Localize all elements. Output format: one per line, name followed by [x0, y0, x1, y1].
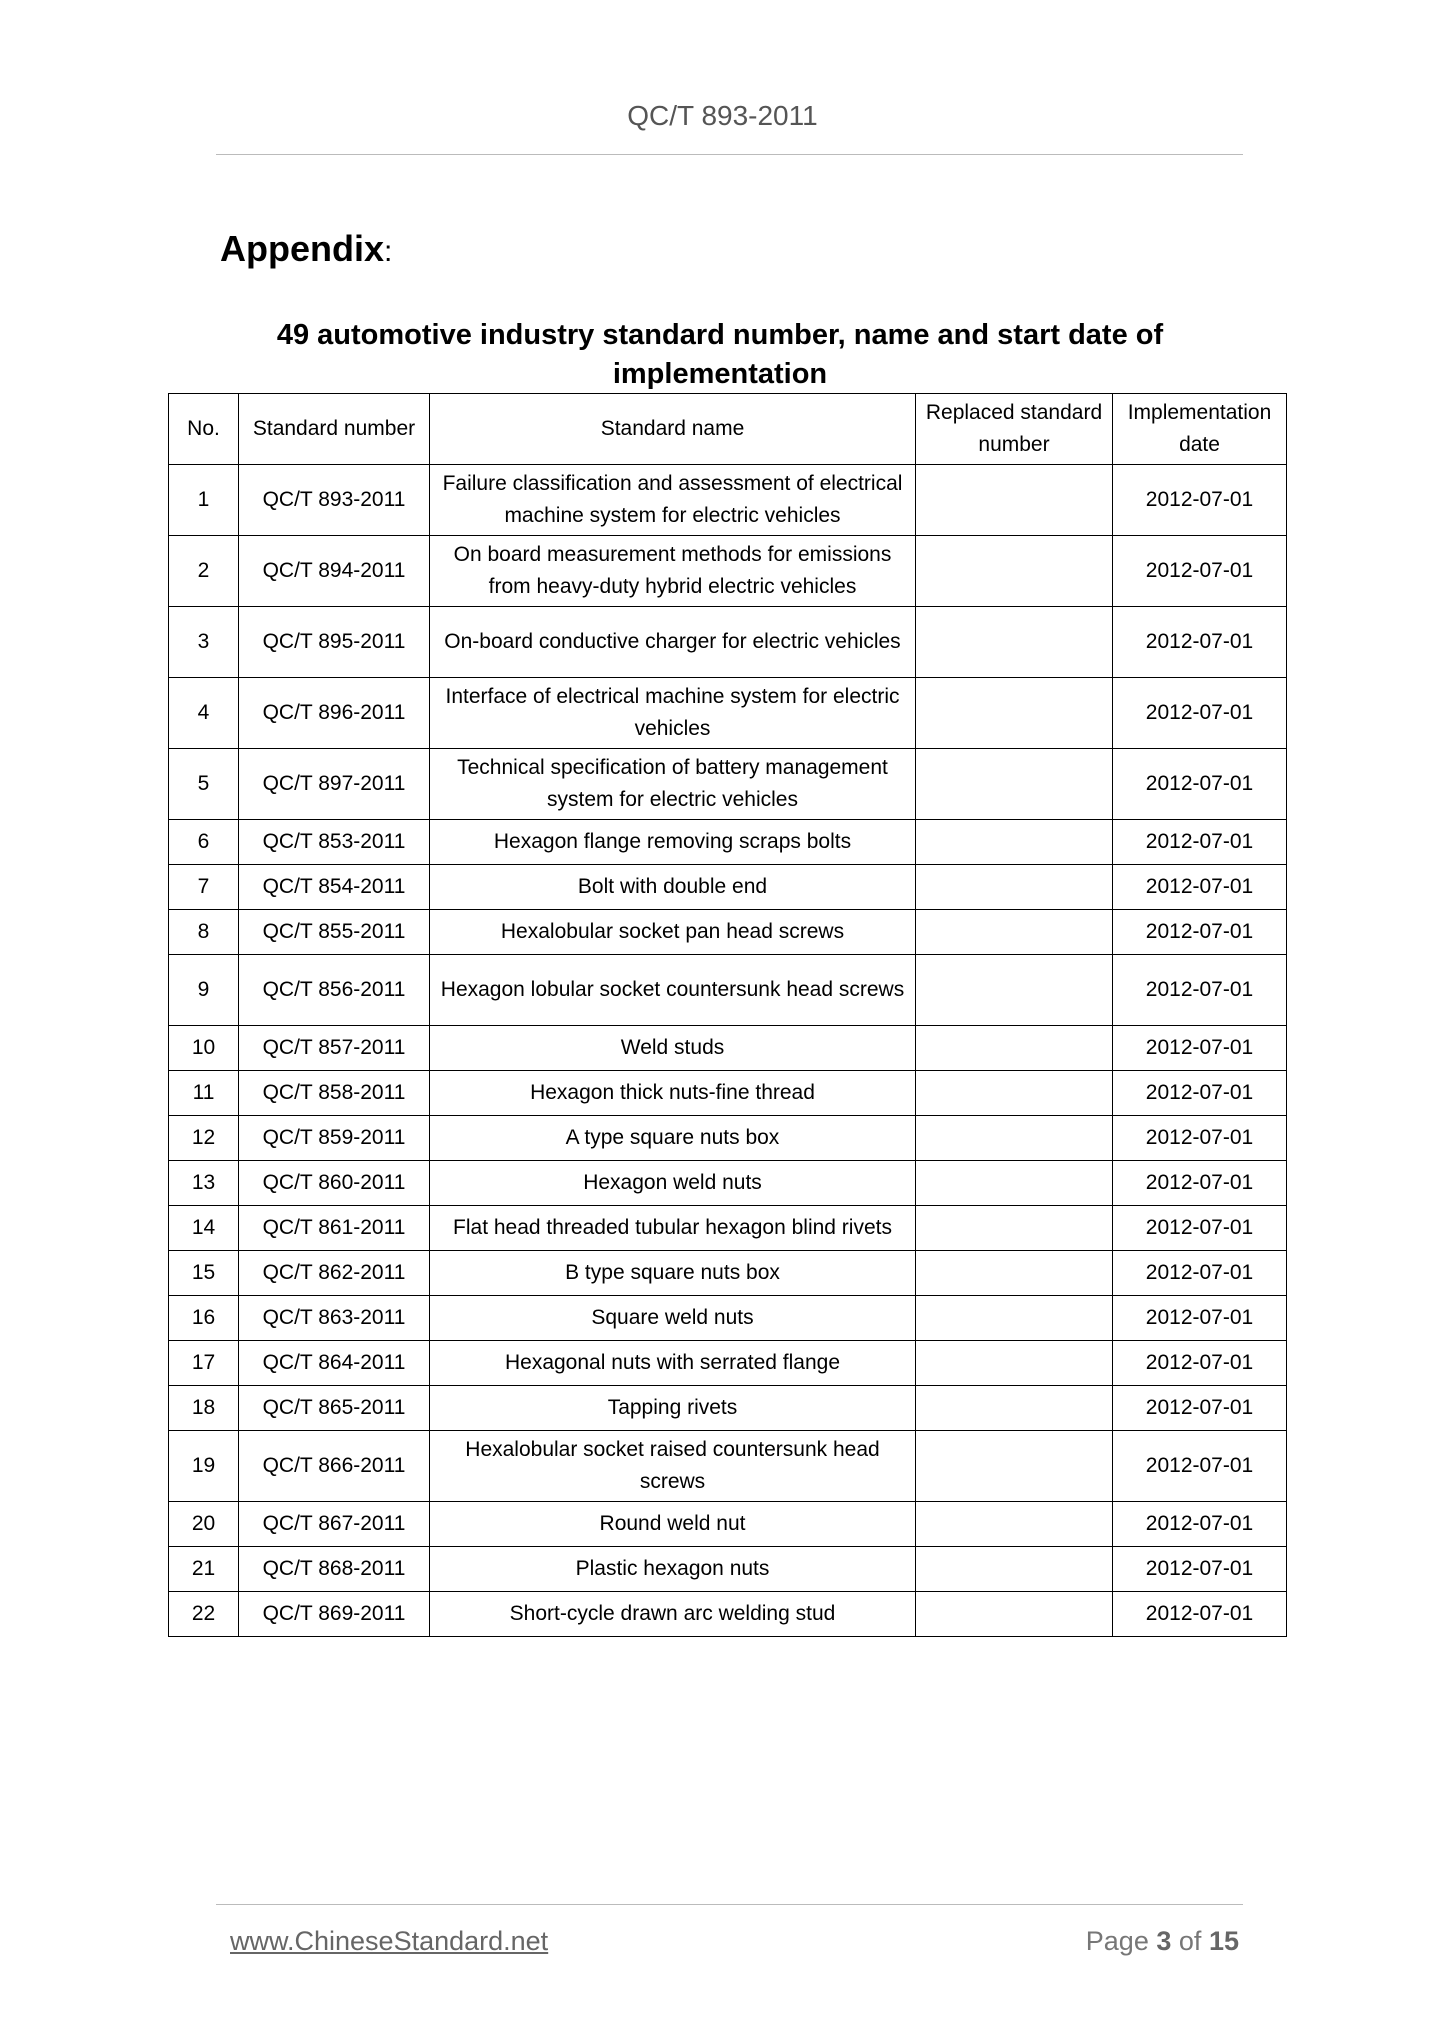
cell-standard-number: QC/T 860-2011	[239, 1161, 430, 1206]
cell-standard-number: QC/T 866-2011	[239, 1431, 430, 1502]
cell-standard-number: QC/T 896-2011	[239, 678, 430, 749]
cell-standard-name: Tapping rivets	[430, 1386, 916, 1431]
cell-replaced-number	[916, 1386, 1113, 1431]
cell-standard-number: QC/T 861-2011	[239, 1206, 430, 1251]
site-link[interactable]: www.ChineseStandard.net	[230, 1926, 549, 1956]
cell-standard-name: On board measurement methods for emissions from heavy-duty hybrid electric vehicles	[430, 536, 916, 607]
cell-standard-number: QC/T 868-2011	[239, 1547, 430, 1592]
standards-table	[168, 393, 1287, 1637]
cell-standard-number: QC/T 856-2011	[239, 955, 430, 1026]
cell-standard-number: QC/T 865-2011	[239, 1386, 430, 1431]
cell-replaced-number	[916, 536, 1113, 607]
cell-replaced-number	[916, 1502, 1113, 1547]
cell-standard-number: QC/T 863-2011	[239, 1296, 430, 1341]
page-current: 3	[1156, 1926, 1172, 1956]
cell-implementation-date: 2012-07-01	[1113, 1502, 1287, 1547]
table-row	[169, 749, 1287, 820]
cell-standard-name: Plastic hexagon nuts	[430, 1547, 916, 1592]
cell-no: 3	[169, 607, 239, 678]
table-row	[169, 1341, 1287, 1386]
cell-no: 14	[169, 1206, 239, 1251]
cell-replaced-number	[916, 465, 1113, 536]
cell-implementation-date: 2012-07-01	[1113, 1547, 1287, 1592]
table-row	[169, 1206, 1287, 1251]
cell-standard-number: QC/T 854-2011	[239, 865, 430, 910]
header-standard-number: Standard number	[239, 394, 430, 465]
cell-implementation-date: 2012-07-01	[1113, 865, 1287, 910]
table-row	[169, 536, 1287, 607]
cell-standard-name: On-board conductive charger for electric vehicles	[430, 607, 916, 678]
header-implementation-date: Implementation date	[1113, 394, 1287, 465]
table-row	[169, 1296, 1287, 1341]
appendix-colon: :	[384, 235, 393, 268]
cell-replaced-number	[916, 1161, 1113, 1206]
page-header: QC/T 893-2011	[627, 100, 818, 131]
header-standard-name: Standard name	[430, 394, 916, 465]
cell-standard-number: QC/T 853-2011	[239, 820, 430, 865]
table-row	[169, 955, 1287, 1026]
cell-replaced-number	[916, 1026, 1113, 1071]
table-row	[169, 1431, 1287, 1502]
cell-standard-name: Interface of electrical machine system for electric vehicles	[430, 678, 916, 749]
cell-standard-name: Failure classification and assessment of electrical machine system for electric vehicles	[430, 465, 916, 536]
header-replaced-number: Replaced standard number	[916, 394, 1113, 465]
cell-standard-name: Hexalobular socket raised countersunk head screws	[430, 1431, 916, 1502]
cell-implementation-date: 2012-07-01	[1113, 1161, 1287, 1206]
cell-standard-name: Round weld nut	[430, 1502, 916, 1547]
cell-replaced-number	[916, 910, 1113, 955]
cell-replaced-number	[916, 865, 1113, 910]
cell-replaced-number	[916, 1547, 1113, 1592]
cell-standard-number: QC/T 859-2011	[239, 1116, 430, 1161]
table-row	[169, 1386, 1287, 1431]
header-divider	[216, 154, 1243, 155]
cell-standard-number: QC/T 857-2011	[239, 1026, 430, 1071]
cell-standard-name: Hexagon thick nuts-fine thread	[430, 1071, 916, 1116]
cell-implementation-date: 2012-07-01	[1113, 820, 1287, 865]
table-row	[169, 910, 1287, 955]
table-title: 49 automotive industry standard number, name and start date of implementation	[276, 319, 1164, 390]
cell-replaced-number	[916, 1296, 1113, 1341]
cell-no: 11	[169, 1071, 239, 1116]
page-indicator	[1086, 1926, 1239, 1957]
cell-replaced-number	[916, 955, 1113, 1026]
table-row	[169, 1251, 1287, 1296]
cell-implementation-date: 2012-07-01	[1113, 1296, 1287, 1341]
cell-no: 9	[169, 955, 239, 1026]
cell-replaced-number	[916, 1251, 1113, 1296]
cell-standard-name: Hexagonal nuts with serrated flange	[430, 1341, 916, 1386]
cell-implementation-date: 2012-07-01	[1113, 1431, 1287, 1502]
cell-standard-name: Hexagon flange removing scraps bolts	[430, 820, 916, 865]
cell-replaced-number	[916, 607, 1113, 678]
cell-standard-name: Hexalobular socket pan head screws	[430, 910, 916, 955]
cell-no: 17	[169, 1341, 239, 1386]
footer-divider	[216, 1904, 1243, 1905]
cell-replaced-number	[916, 749, 1113, 820]
cell-no: 7	[169, 865, 239, 910]
cell-implementation-date: 2012-07-01	[1113, 1341, 1287, 1386]
cell-no: 18	[169, 1386, 239, 1431]
cell-standard-number: QC/T 867-2011	[239, 1502, 430, 1547]
cell-standard-number: QC/T 897-2011	[239, 749, 430, 820]
cell-standard-name: Short-cycle drawn arc welding stud	[430, 1592, 916, 1637]
cell-standard-name: Square weld nuts	[430, 1296, 916, 1341]
cell-replaced-number	[916, 1341, 1113, 1386]
table-row	[169, 607, 1287, 678]
cell-standard-name: Flat head threaded tubular hexagon blind rivets	[430, 1206, 916, 1251]
cell-no: 13	[169, 1161, 239, 1206]
cell-replaced-number	[916, 1431, 1113, 1502]
cell-standard-number: QC/T 869-2011	[239, 1592, 430, 1637]
cell-standard-name: Hexagon lobular socket countersunk head screws	[430, 955, 916, 1026]
table-row	[169, 820, 1287, 865]
table-row	[169, 1547, 1287, 1592]
cell-replaced-number	[916, 1116, 1113, 1161]
cell-standard-number: QC/T 855-2011	[239, 910, 430, 955]
cell-standard-number: QC/T 862-2011	[239, 1251, 430, 1296]
page-prefix: Page	[1085, 1926, 1149, 1956]
cell-implementation-date: 2012-07-01	[1113, 1071, 1287, 1116]
cell-no: 6	[169, 820, 239, 865]
cell-no: 15	[169, 1251, 239, 1296]
cell-standard-number: QC/T 858-2011	[239, 1071, 430, 1116]
header-no: No.	[169, 394, 239, 465]
table-row	[169, 1116, 1287, 1161]
cell-replaced-number	[916, 1592, 1113, 1637]
cell-implementation-date: 2012-07-01	[1113, 910, 1287, 955]
appendix-label: Appendix	[220, 228, 385, 269]
cell-implementation-date: 2012-07-01	[1113, 955, 1287, 1026]
cell-standard-number: QC/T 894-2011	[239, 536, 430, 607]
cell-no: 22	[169, 1592, 239, 1637]
cell-standard-name: B type square nuts box	[430, 1251, 916, 1296]
cell-no: 4	[169, 678, 239, 749]
cell-standard-name: Hexagon weld nuts	[430, 1161, 916, 1206]
table-row	[169, 678, 1287, 749]
cell-no: 16	[169, 1296, 239, 1341]
appendix-heading	[220, 228, 392, 270]
table-row	[169, 1071, 1287, 1116]
cell-implementation-date: 2012-07-01	[1113, 465, 1287, 536]
table-row	[169, 1026, 1287, 1071]
cell-replaced-number	[916, 678, 1113, 749]
cell-standard-name: Weld studs	[430, 1026, 916, 1071]
cell-replaced-number	[916, 820, 1113, 865]
cell-implementation-date: 2012-07-01	[1113, 678, 1287, 749]
table-row	[169, 1161, 1287, 1206]
cell-no: 10	[169, 1026, 239, 1071]
cell-standard-number: QC/T 893-2011	[239, 465, 430, 536]
table-row	[169, 865, 1287, 910]
cell-replaced-number	[916, 1206, 1113, 1251]
cell-standard-number: QC/T 864-2011	[239, 1341, 430, 1386]
cell-standard-name: A type square nuts box	[430, 1116, 916, 1161]
cell-no: 21	[169, 1547, 239, 1592]
cell-no: 8	[169, 910, 239, 955]
page-total: 15	[1208, 1926, 1239, 1956]
cell-no: 2	[169, 536, 239, 607]
cell-standard-name: Bolt with double end	[430, 865, 916, 910]
cell-implementation-date: 2012-07-01	[1113, 1592, 1287, 1637]
cell-no: 1	[169, 465, 239, 536]
cell-no: 12	[169, 1116, 239, 1161]
cell-no: 20	[169, 1502, 239, 1547]
cell-standard-number: QC/T 895-2011	[239, 607, 430, 678]
table-header-row	[169, 394, 1287, 465]
cell-replaced-number	[916, 1071, 1113, 1116]
table-row	[169, 1592, 1287, 1637]
cell-implementation-date: 2012-07-01	[1113, 1386, 1287, 1431]
cell-implementation-date: 2012-07-01	[1113, 607, 1287, 678]
cell-implementation-date: 2012-07-01	[1113, 536, 1287, 607]
cell-no: 19	[169, 1431, 239, 1502]
cell-no: 5	[169, 749, 239, 820]
cell-implementation-date: 2012-07-01	[1113, 749, 1287, 820]
cell-implementation-date: 2012-07-01	[1113, 1026, 1287, 1071]
cell-implementation-date: 2012-07-01	[1113, 1206, 1287, 1251]
table-row	[169, 1502, 1287, 1547]
cell-standard-name: Technical specification of battery management system for electric vehicles	[430, 749, 916, 820]
table-row	[169, 465, 1287, 536]
cell-implementation-date: 2012-07-01	[1113, 1116, 1287, 1161]
page-of: of	[1178, 1926, 1202, 1956]
cell-implementation-date: 2012-07-01	[1113, 1251, 1287, 1296]
